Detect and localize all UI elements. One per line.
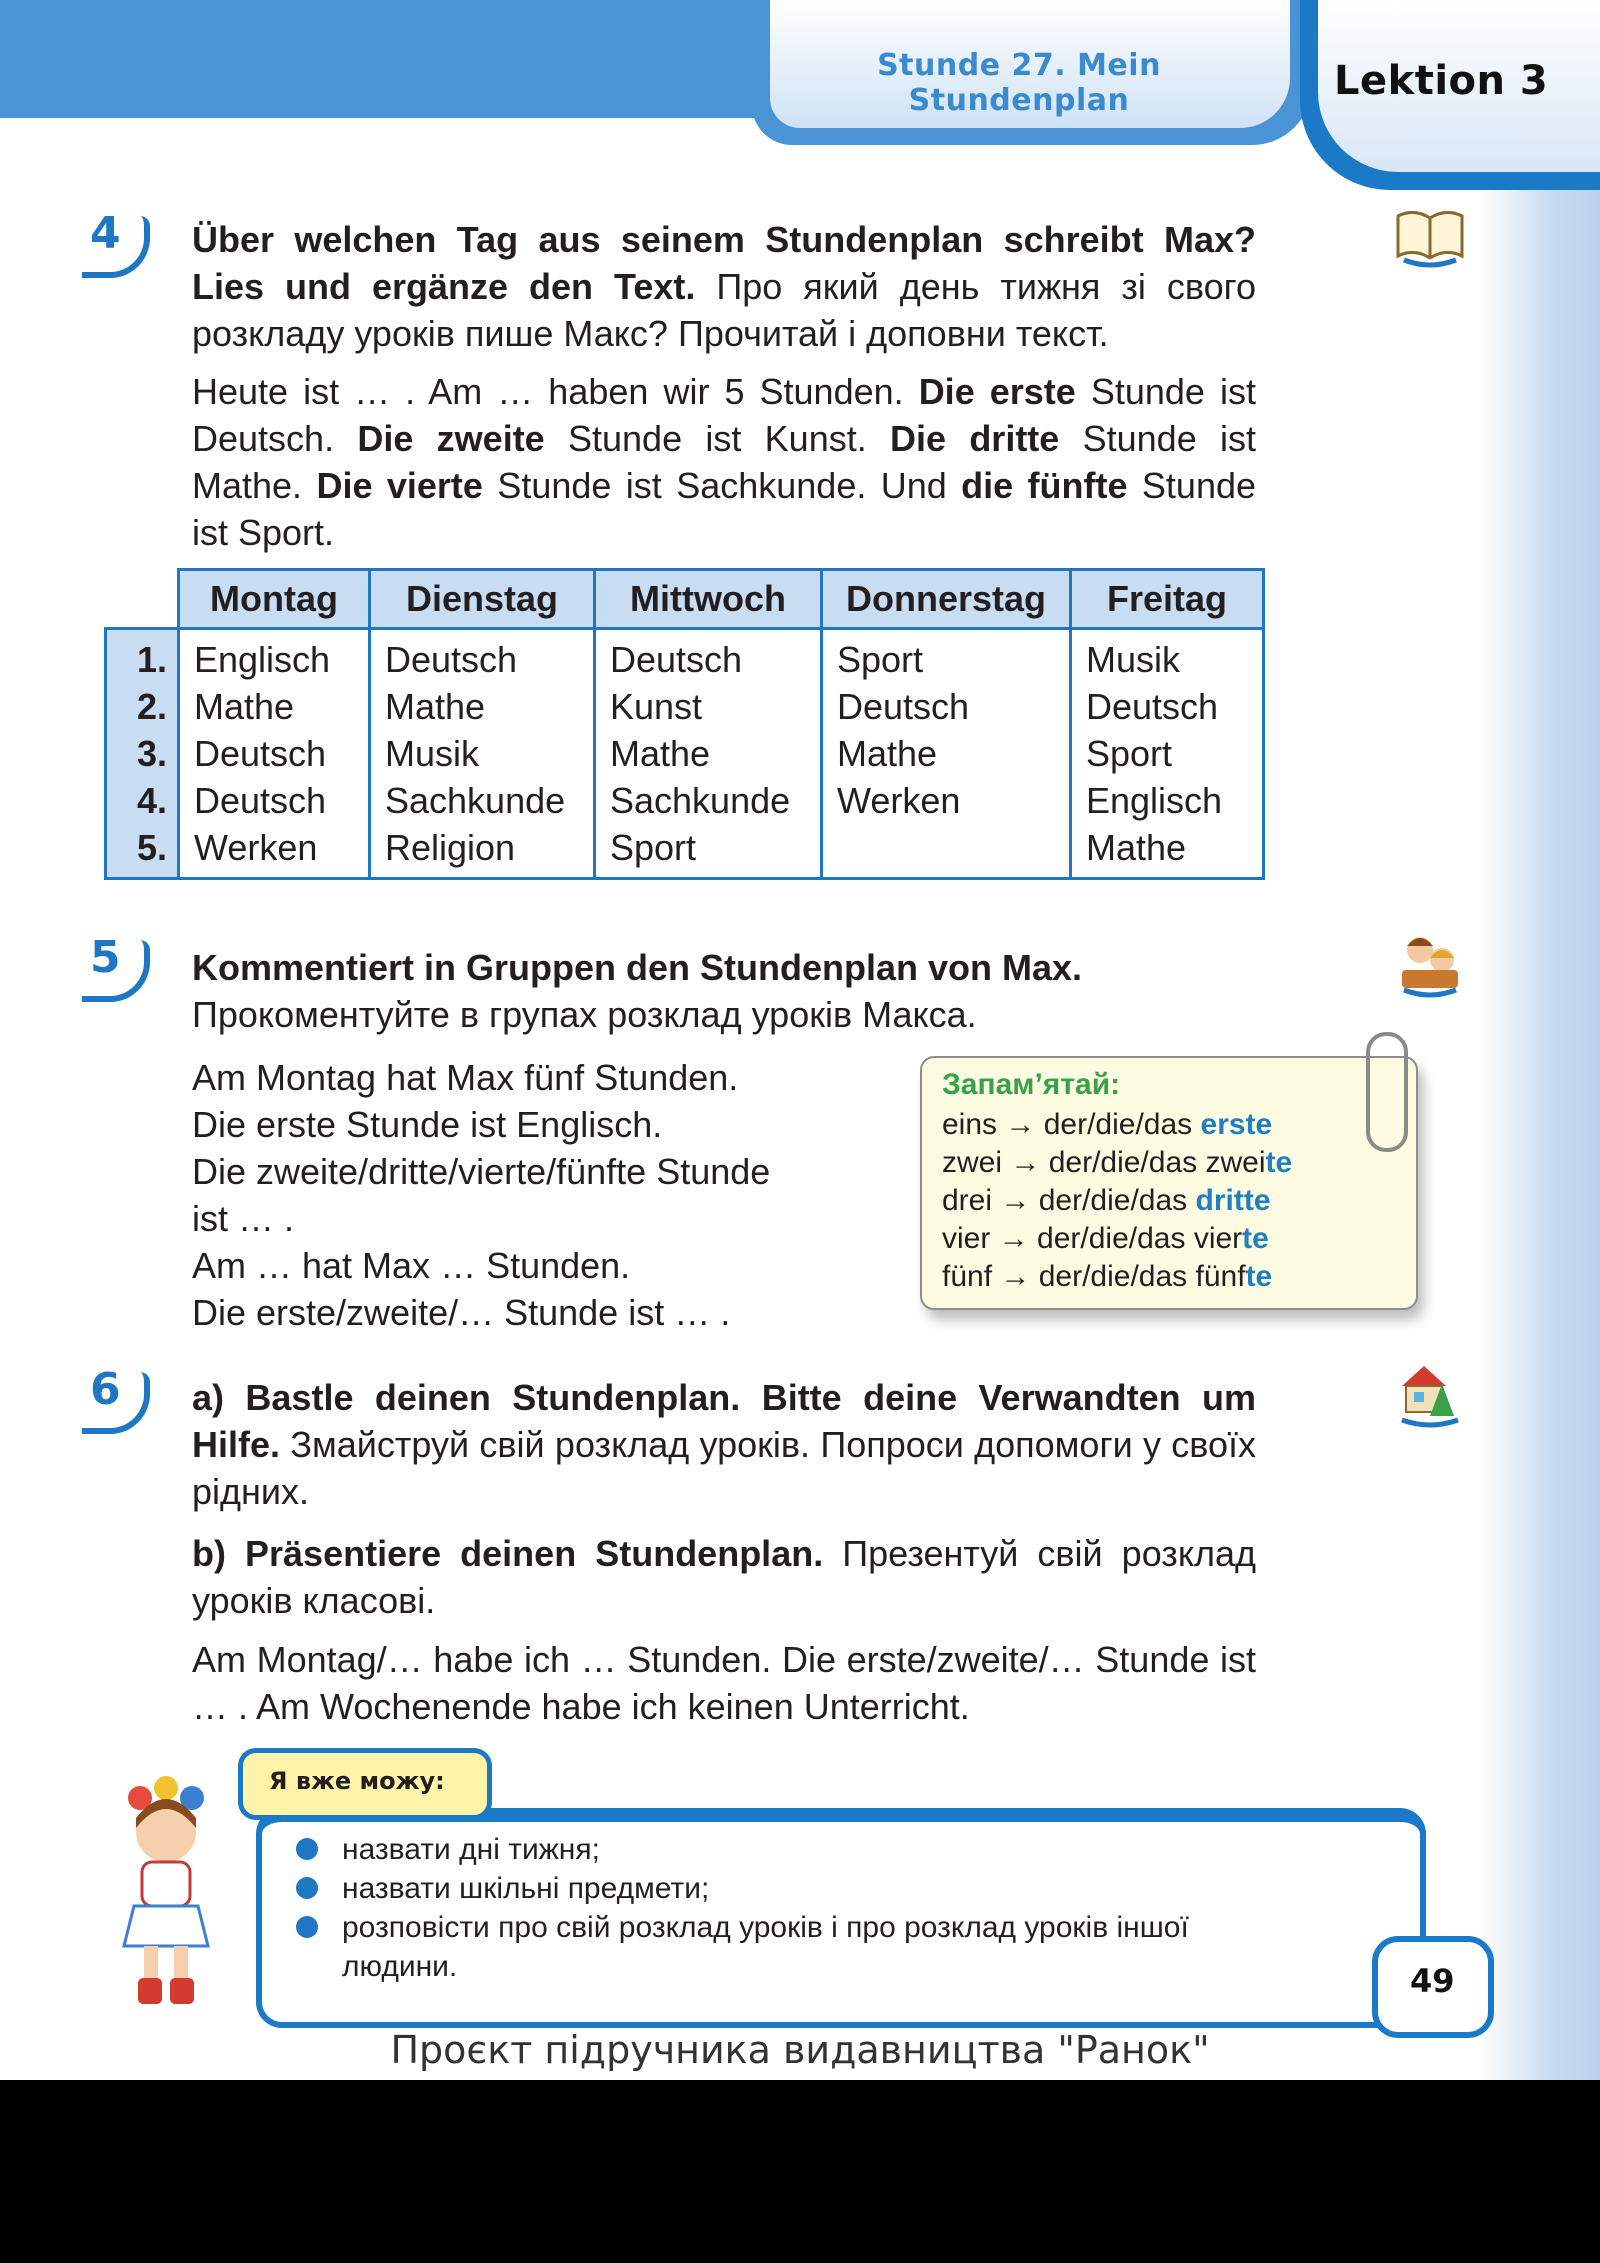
text-part-bold: Die zweite [357,418,545,459]
bullet-icon [296,1877,318,1899]
subject-cell: Werken [194,827,318,868]
note-title: Запам’ятай: [942,1068,1121,1101]
arrow-icon: → [998,1222,1029,1255]
exercise-number: 6 [90,1364,121,1415]
ordinal-stem: zwei [1205,1146,1266,1179]
can-do-text: назвати шкільні предмети; [342,1872,710,1905]
dienstag-column [370,629,595,879]
exercise-6-number [80,1364,150,1426]
text-part-bold: Die erste [918,371,1076,412]
can-do-title: Я вже можу: [269,1767,445,1795]
note-row [942,1222,1269,1256]
day-header: Mittwoch [595,570,822,629]
subject-cell: Sport [837,639,924,680]
can-do-item [296,1830,1296,1869]
note-row [942,1146,1292,1180]
day-header: Donnerstag [822,570,1071,629]
note-row [942,1260,1272,1294]
article: der/die/das [1038,1260,1196,1293]
home-alphabet-icon [1394,1356,1466,1428]
exercise-5-task [192,944,1256,1038]
arrow-icon: → [1010,1146,1041,1179]
lesson-number: 3. [136,733,167,774]
task-instruction-de: Über welchen Tag aus seinem Stundenplan schreibt Max? Lies und ergänze den Text. [192,219,1256,307]
numeral: zwei [942,1146,1003,1179]
day-header: Montag [179,570,370,629]
right-margin-strip [1478,0,1600,2080]
text-part: Stunde ist Deutsch. [192,371,1256,459]
article: der/die/das [1038,1184,1196,1217]
subject-cell: Deutsch [610,639,743,680]
header-corner [106,570,179,629]
arrow-icon: → [1000,1260,1031,1293]
donnerstag-column [822,629,1071,879]
subject-cell: Musik [1086,639,1181,680]
subject-cell: Sport [1086,733,1173,774]
text-part: Stunde ist Kunst. [544,418,891,459]
exercise-5-model-text [192,1054,892,1336]
numeral: fünf [942,1260,993,1293]
subject-cell: Sport [610,827,697,868]
exercise-4-number [80,208,150,270]
text-part: Stunde ist Sport. [192,465,1257,553]
exercise-number: 5 [90,932,121,983]
schedule-body-row [106,629,1264,879]
book-icon [1394,200,1466,272]
subject-cell: Deutsch [194,780,327,821]
lesson-number: 2. [136,686,167,727]
kids-group-icon [1394,926,1466,998]
subject-cell: Mathe [385,686,486,727]
schedule-table [104,568,1265,880]
can-do-list [296,1830,1296,1986]
subject-cell: Deutsch [1086,686,1219,727]
page-number: 49 [1410,1962,1455,2000]
task-instruction-de: Kommentiert in Gruppen den Stundenplan von Max. [192,947,1083,988]
lesson-number: 1. [136,639,167,680]
exercise-6b-task [192,1530,1256,1624]
paperclip-icon [1366,1032,1408,1152]
ordinal-ending: te [1265,1146,1293,1179]
remember-note [920,1056,1418,1310]
task-instruction-uk: Про який день тижня зі свого розкладу уроків пише Макс? Прочитай і доповни текст. [192,266,1257,354]
exercise-6a-task [192,1374,1256,1515]
exercise-4-text [192,368,1256,556]
bullet-icon [296,1838,318,1860]
subject-cell: Englisch [1086,780,1223,821]
ordinal-stem: fünf [1195,1260,1246,1293]
subject-cell: Deutsch [385,639,518,680]
task-a-uk: Змайструй свій розклад уроків. Попроси допомоги у своїх рідних. [192,1424,1256,1512]
ordinal-ending: te [1242,1222,1269,1255]
subject-cell: Mathe [194,686,295,727]
text-part: Stunde ist Sachkunde. Und [482,465,962,506]
article: der/die/das [1048,1146,1206,1179]
text-part-bold: Die vierte [316,465,483,506]
subject-cell: Sachkunde [385,780,566,821]
subject-cell: Mathe [1086,827,1187,868]
subject-cell: Mathe [610,733,711,774]
can-do-tab [238,1748,492,1820]
subject-cell: Deutsch [194,733,327,774]
task-instruction-uk: Прокоментуйте в групах розклад уроків Макса. [192,994,977,1035]
text-part-bold: Die dritte [890,418,1060,459]
ordinal-ending: te [1245,1260,1273,1293]
montag-column [179,629,370,879]
model-line: Am Montag hat Max fünf Stunden. [192,1057,739,1098]
subject-cell: Religion [385,827,516,868]
article: der/die/das [1043,1108,1201,1141]
subject-cell [837,824,1055,871]
exercise-number: 4 [90,208,121,259]
exercise-4-task [192,216,1256,357]
model-line: Am … hat Max … Stunden. [192,1245,631,1286]
header-band [0,0,820,118]
lesson-number: 5. [136,827,167,868]
exercise-5-number [80,932,150,994]
numeral: drei [942,1184,993,1217]
article: der/die/das [1037,1222,1194,1255]
task-b-de: b) Präsentiere deinen Stundenplan. [192,1533,824,1574]
lesson-numbers [106,629,179,879]
subject-cell: Musik [385,733,480,774]
footer-caption: Проєкт підручника видавництва "Ранок" [390,2028,1210,2072]
subject-cell: Deutsch [837,686,970,727]
numeral: eins [942,1108,998,1141]
can-do-text: розповісти про свій розклад уроків і про розклад уроків іншої людини. [342,1911,1189,1983]
ordinal-ending: dritte [1195,1184,1271,1217]
bullet-icon [296,1916,318,1938]
model-line: Die zweite/dritte/vierte/fünfte Stunde [192,1151,771,1192]
subject-cell: Englisch [194,639,331,680]
exercise-6-example: Am Montag/… habe ich … Stunden. Die erste/zweite/… Stunde ist … . Am Wochenende habe ich keinen Unterricht. [192,1639,1256,1727]
note-row [942,1108,1272,1142]
freitag-column [1071,629,1264,879]
can-do-item [296,1908,1296,1986]
lektion-label: Lektion 3 [1334,58,1549,104]
subject-cell: Kunst [610,686,703,727]
model-line: Die erste/zweite/… Stunde ist … . [192,1292,731,1333]
subject-cell: Mathe [837,733,938,774]
numeral: vier [942,1222,991,1255]
text-part-bold: die fünfte [961,465,1128,506]
subject-cell: Sachkunde [610,780,791,821]
can-do-text: назвати дні тижня; [342,1833,600,1866]
model-line: Die erste Stunde ist Englisch. [192,1104,663,1145]
model-line: ist … . [192,1198,295,1239]
subject-cell: Werken [837,780,961,821]
mittwoch-column [595,629,822,879]
lesson-number: 4. [136,780,167,821]
text-part: Stunde ist Mathe. [192,418,1256,506]
text-part: Heute ist … . Am … haben wir 5 Stunden. [192,371,919,412]
task-b-uk: Презентуй свій розклад уроків класові. [192,1533,1256,1621]
day-header: Freitag [1071,570,1264,629]
day-header: Dienstag [370,570,595,629]
schedule-header-row [106,570,1264,629]
girl-illustration [104,1770,230,2016]
arrow-icon: → [1005,1108,1036,1141]
arrow-icon: → [1000,1184,1031,1217]
lesson-title: Stunde 27. Mein Stundenplan [877,48,1161,118]
note-row [942,1184,1271,1218]
ordinal-ending: erste [1200,1108,1273,1141]
can-do-item [296,1869,1296,1908]
ordinal-stem: vier [1193,1222,1243,1255]
task-a-de: a) Bastle deinen Stundenplan. Bitte deine Verwandten um Hilfe. [192,1377,1256,1465]
